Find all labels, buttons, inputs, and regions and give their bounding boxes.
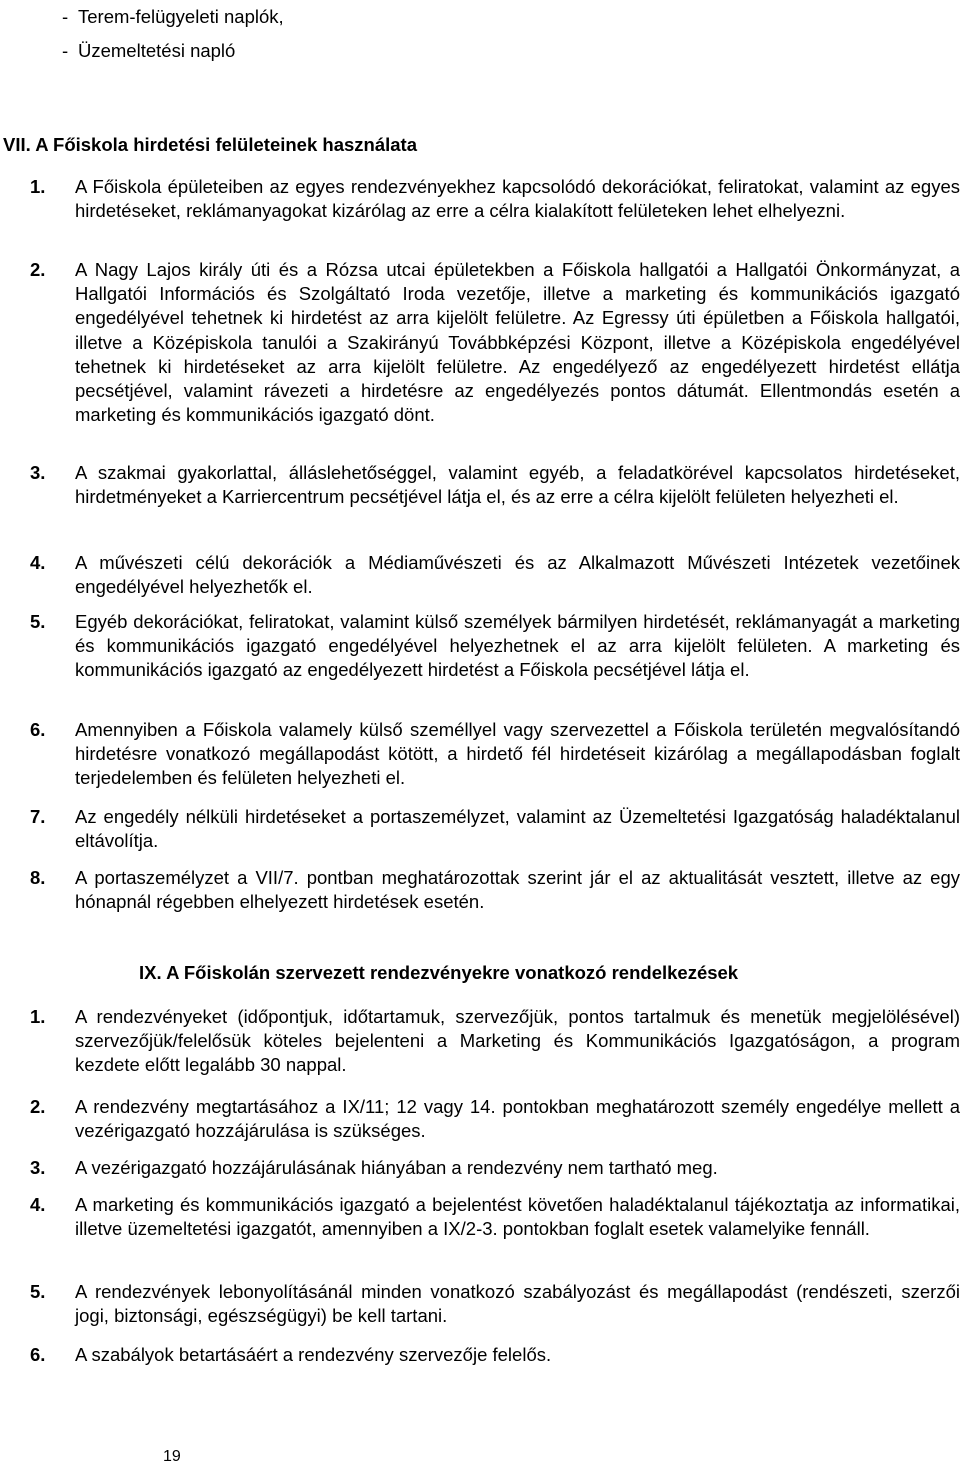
- item-text: Amennyiben a Főiskola valamely külső személlyel vagy szervezettel a Főiskola területén megvalósítandó hirdetésre vonatkozó megállapodást kötött, a hirdető fél hirdetéseit kizárólag a megállapodásban foglalt terjedelemben és felületen helyezheti el.: [75, 719, 960, 789]
- item-text: A rendezvények lebonyolításánál minden vonatkozó szabályozást és megállapodást (rendészeti, szerzői jogi, biztonsági, egészségügyi) be kell tartani.: [75, 1281, 960, 1327]
- section-ix-item-3: [30, 1156, 960, 1180]
- item-number: 1.: [30, 1006, 46, 1027]
- item-number: 6.: [30, 1344, 46, 1365]
- item-text: A szabályok betartásáért a rendezvény szervezője felelős.: [75, 1344, 552, 1365]
- item-number: 4.: [30, 552, 46, 573]
- item-number: 5.: [30, 1281, 46, 1302]
- section-vii-item-8: [30, 866, 960, 914]
- section-ix-item-6: [30, 1343, 960, 1367]
- dash-list: [40, 0, 640, 68]
- list-item: [40, 0, 640, 34]
- item-text: Az engedély nélküli hirdetéseket a portaszemélyzet, valamint az Üzemeltetési Igazgatóság haladéktalanul eltávolítja.: [75, 806, 960, 852]
- section-vii-item-2: [30, 258, 960, 427]
- item-number: 3.: [30, 1157, 46, 1178]
- section-vii-item-4: [30, 551, 960, 599]
- item-number: 2.: [30, 1096, 46, 1117]
- item-text: A rendezvény megtartásához a IX/11; 12 vagy 14. pontokban meghatározott személy engedélye mellett a vezérigazgató hozzájárulása is szükséges.: [75, 1096, 960, 1142]
- item-number: 7.: [30, 806, 46, 827]
- item-text: A Nagy Lajos király úti és a Rózsa utcai épületekben a Főiskola hallgatói a Hallgatói Önkormányzat, a Hallgatói Információs és Szolgáltató Iroda vezetője, illetve a marketing és kommunikációs igazgató engedélyével tehetnek ki hirdetést az arra kijelölt felületre. Az Egressy úti épületben a Főiskola hallgatói, illetve a Középiskola tanulói a Szakirányú Továbbképzési Központ, illetve a Középiskola engedélyével tehetnek ki hirdetéseket az arra kijelölt felületre. Az engedélyező az engedélyezett hirdetést ellátja pecsétjével, valamint rávezeti a hirdetésre az engedélyezés pontos dátumát. Ellentmondás esetén a marketing és kommunikációs igazgató dönt.: [75, 259, 960, 426]
- list-item-text: Üzemeltetési napló: [78, 40, 236, 61]
- item-text: A szakmai gyakorlattal, álláslehetőséggel, valamint egyéb, a feladatkörével kapcsolatos hirdetéseket, hirdetményeket a Karriercentrum pecsétjével látja el, és az erre a célra kijelölt felületen helyezheti el.: [75, 462, 960, 508]
- list-bullet: -: [62, 40, 69, 61]
- section-heading-ix: IX. A Főiskolán szervezett rendezvényekre vonatkozó rendelkezések: [139, 962, 739, 983]
- item-text: A marketing és kommunikációs igazgató a bejelentést követően haladéktalanul tájékoztatja az informatikai, illetve üzemeltetési igazgatót, amennyiben a IX/2-3. pontokban foglalt esetek valamelyike fennáll.: [75, 1194, 960, 1240]
- item-text: A művészeti célú dekorációk a Médiaművészeti és az Alkalmazott Művészeti Intézetek vezetőinek engedélyével helyezhetők el.: [75, 552, 960, 598]
- section-vii-item-5: [30, 610, 960, 683]
- item-number: 6.: [30, 719, 46, 740]
- item-text: A vezérigazgató hozzájárulásának hiányában a rendezvény nem tartható meg.: [75, 1157, 718, 1178]
- section-ix-item-4: [30, 1193, 960, 1241]
- item-text: Egyéb dekorációkat, feliratokat, valamint külső személyek bármilyen hirdetését, reklámanyagát a marketing és kommunikációs igazgató engedélyével helyezhetnek el az arra kijelölt felületen. A marketing és kommunikációs igazgató az engedélyezett hirdetést a Főiskola pecsétjével látja el.: [75, 611, 960, 681]
- section-vii-item-6: [30, 718, 960, 791]
- section-ix-item-2: [30, 1095, 960, 1143]
- item-number: 1.: [30, 176, 46, 197]
- item-number: 3.: [30, 462, 46, 483]
- list-bullet: -: [62, 6, 69, 27]
- section-heading-vii: VII. A Főiskola hirdetési felületeinek használata: [3, 134, 417, 155]
- item-text: A portaszemélyzet a VII/7. pontban meghatározottak szerint jár el az aktualitását vesztett, illetve az egy hónapnál régebben elhelyezett hirdetések esetén.: [75, 867, 960, 913]
- section-vii-item-3: [30, 461, 960, 509]
- section-ix-item-5: [30, 1280, 960, 1328]
- page-number: 19: [163, 1448, 181, 1465]
- item-text: A Főiskola épületeiben az egyes rendezvényekhez kapcsolódó dekorációkat, feliratokat, valamint az egyes hirdetéseket, reklámanyagokat kizárólag az erre a célra kialakított felületeken lehet elhelyezni.: [75, 176, 960, 222]
- item-number: 5.: [30, 611, 46, 632]
- item-text: A rendezvényeket (időpontjuk, időtartamuk, szervezőjük, pontos tartalmuk és menetük megjelölésével) szervezőjük/felelősük köteles bejelenteni a Marketing és Kommunikációs Igazgatóságon, a program kezdete előtt legalább 30 nappal.: [75, 1006, 960, 1076]
- list-item: [40, 34, 640, 68]
- section-vii-item-1: [30, 175, 960, 223]
- section-vii-item-7: [30, 805, 960, 853]
- item-number: 4.: [30, 1194, 46, 1215]
- section-ix-item-1: [30, 1005, 960, 1078]
- item-number: 8.: [30, 867, 46, 888]
- list-item-text: Terem-felügyeleti naplók,: [78, 6, 284, 27]
- item-number: 2.: [30, 259, 46, 280]
